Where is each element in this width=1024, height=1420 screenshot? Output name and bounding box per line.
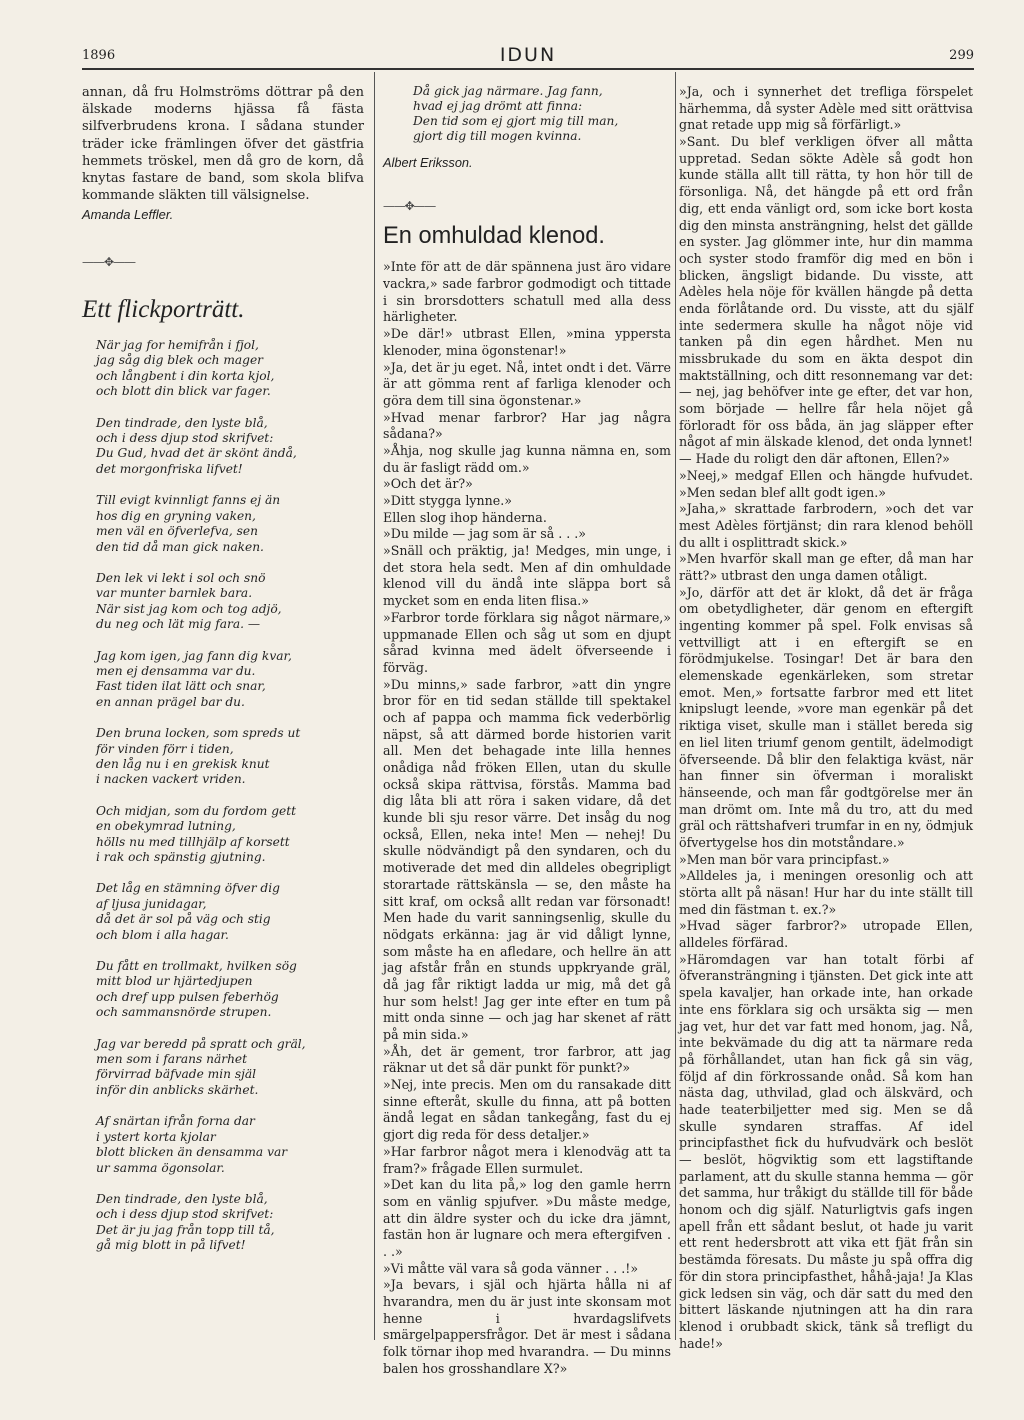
story-title: En omhuldad klenod. bbox=[383, 223, 605, 250]
poem-line: men väl en öfverlefva, sen bbox=[96, 524, 258, 539]
story-paragraph: Ellen slog ihop händerna. bbox=[383, 509, 547, 525]
poem-ending bbox=[383, 84, 671, 145]
poem-stanza bbox=[82, 649, 364, 711]
poem-line: för vinden förr i tiden, bbox=[96, 741, 234, 756]
poem-line: hos dig en gryning vaken, bbox=[96, 508, 256, 523]
poem-line: Då gick jag närmare. Jag fann, bbox=[413, 84, 603, 98]
poem-line: det morgonfriska lifvet! bbox=[96, 461, 243, 476]
story-paragraph: »Och det är?» bbox=[383, 476, 473, 492]
poem-line: jag såg dig blek och mager bbox=[96, 353, 264, 368]
poem-line: i nacken vackert vriden. bbox=[96, 772, 246, 787]
poem-stanza bbox=[82, 726, 364, 788]
story-paragraph: »Farbror torde förklara sig något närmare,» uppmanade Ellen och såg ut som en djupt sårad kvinna med ädelt öfverseende i förväg. bbox=[383, 609, 671, 675]
poem-line: då det är sol på väg och stig bbox=[96, 912, 271, 927]
story-paragraph: »Jo, därför att det är klokt, då det är fråga om obetydligheter, där genom en eftergift ingenting kommer på spel. Folk envisas så vettvilligt att i en eftergift se en förödmjukelse. Tosingar! Det är bara den elemenskade egenkärleken, som stretar emot. Men,» fortsatte farbror med ett litet knipslugt leende, »vore man egenkär på det riktiga viset, skulle man i stället bereda sig en liel liten triumf genom gentilt, ädelmodigt öfverseende. Då blir den felaktiga kväst, när han finner sin öfverman i moraliskt hänseende, och man får godtgörelse mer än man drömt om. Inte må du tro, att du med gräl och rättshafveri trumfar in en ny, ödmjuk öfvertygelse hos din motståndare.» bbox=[679, 584, 973, 850]
poem-stanza bbox=[82, 959, 364, 1021]
story-paragraph: »Nej, inte precis. Men om du ransakade ditt sinne efteråt, skulle du finna, att på botten ändå legat en sådan tankegång, fast du ej gjort dig reda för dess detaljer.» bbox=[383, 1077, 671, 1143]
poem-line: af ljusa junidagar, bbox=[96, 896, 207, 911]
header-page-number: 299 bbox=[949, 48, 974, 63]
story-paragraph: »Ditt stygga lynne.» bbox=[383, 493, 512, 508]
story-paragraph: »Hvad säger farbror?» utropade Ellen, alldeles förfärad. bbox=[679, 918, 973, 951]
poem-line: den låg nu i en grekisk knut bbox=[96, 756, 270, 771]
poem-stanza bbox=[82, 338, 364, 400]
poem-line: men som i farans närhet bbox=[96, 1052, 248, 1067]
story-paragraph: »Du milde — jag som är så . . .» bbox=[383, 526, 586, 542]
poem-stanzas bbox=[82, 338, 364, 1254]
poem-line: förvirrad bäfvade min själ bbox=[96, 1067, 257, 1082]
poem-line: Och midjan, som du fordom gett bbox=[96, 803, 297, 818]
poem-line: Det låg en stämning öfver dig bbox=[96, 881, 280, 896]
poem-line: och blom i alla hagar. bbox=[96, 927, 229, 942]
poem-line: ur samma ögonsolar. bbox=[96, 1160, 225, 1175]
poem-stanza bbox=[82, 1037, 364, 1099]
story-paragraph: »Sant. Du blef verkligen öfver all måtta uppretad. Sedan sökte Adèle så godt hon kunde ställa allt till rätta, ty hon hör till de försonliga. Nå, det hängde på ett ord från dig, ett enda vänligt ord, som icke bort kosta dig den minsta ansträngning, helst det gällde en syster. Jag glömmer inte, hur din mamma och syster stodo framför dig med en bön i blicken, ängsligt bidande. Du visste, att Adèles hela nöje för kvällen hängde på detta enda förlåtande ord. Du visste, att du själf inte sedermera skulle ha något nöje vid tanken på din egen hårdhet. Men nu missbrukade du som en äkta despot din maktställning, och ditt resonnemang var det: — nej, jag behöfver inte ge efter, det var hon, som började — hellre får hela nöjet gå förloradt för oss båda, än jag släpper efter något af min älskade klenod, det onda lynnet! — Hade du roligt den där aftonen, Ellen?» bbox=[679, 134, 973, 467]
poem-line: Fast tiden ilat lätt och snar, bbox=[96, 679, 266, 694]
poem-line: och sammansnörde strupen. bbox=[96, 1005, 272, 1020]
column-divider-2 bbox=[675, 72, 676, 1340]
poem-line: i ystert korta kjolar bbox=[96, 1129, 216, 1144]
poem-line: När jag for hemifrån i fjol, bbox=[96, 338, 259, 353]
poem-line: Jag kom igen, jag fann dig kvar, bbox=[96, 648, 292, 663]
poem-stanza bbox=[82, 493, 364, 555]
poem-stanza bbox=[82, 416, 364, 478]
story-paragraph: »Inte för att de där spännena just äro vidare vackra,» sade farbror godmodigt och tittade i sin brorsdotters schatull med alla dess härligheter. bbox=[383, 259, 671, 325]
poem-line: den tid då man gick naken. bbox=[96, 539, 264, 554]
story-paragraph: »Du minns,» sade farbror, »att din yngre bror för en tid sedan ställde till spektakel och af pappa och mamma fick vederbörlig näpst, så att därmed borde historien varit all. Men det behagade inte lilla hennes onådiga nåd fröken Ellen, utan du skulle också skipa rättvisa, förstås. Mamma bad dig låta bli att röra i saken vidare, då det kunde bli sju resor värre. Det insåg du nog också, Ellen, neka inte! Men — nehej! Du skulle nödvändigt på den syndaren, och du motiverade det med din alldeles obegripligt storartade rättskänsla — se, den måste ha sitt kraf, om också allt redan var försonadt! Men hade du varit sanningsenlig, skulle du nödgats erkänna: jag är vid dåligt lynne, som måste ha en afledare, och hellre än att jag afstår från en stunds uppkryande gräl, då jag får riktigt ladda ur mig, må det gå hur som helst! Jag ger inte efter en tum på mitt onda sinne — och jag har skenet af rätt på min sida.» bbox=[383, 676, 671, 1042]
poem-line: mitt blod ur hjärtedjupen bbox=[96, 974, 253, 989]
column-1 bbox=[82, 84, 364, 1270]
story-paragraph: »Vi måtte väl vara så goda vänner . . .!» bbox=[383, 1260, 639, 1276]
poem-line: Du Gud, hvad det är skönt ändå, bbox=[96, 446, 297, 461]
ornament-divider: ——✥—— bbox=[82, 254, 136, 269]
poem-line: inför din anblicks skärhet. bbox=[96, 1082, 259, 1097]
story-paragraph: »Jaha,» skrattade farbrodern, »och det var mest Adèles förtjänst; din rara klenod behöll du allt i osplittradt skick.» bbox=[679, 501, 973, 550]
story-paragraph: »Ja, det är ju eget. Nå, intet ondt i det. Värre är att gömma rent af farliga klenoder och göra dem till sina ögonstenar.» bbox=[383, 359, 671, 408]
story-paragraph: »Åh, det är gement, tror farbror, att jag räknar ut det så där punkt för punkt?» bbox=[383, 1043, 671, 1076]
poem-stanza bbox=[82, 804, 364, 866]
poem-title: Ett flickporträtt. bbox=[82, 295, 245, 323]
poem-line: Af snärtan ifrån forna dar bbox=[96, 1114, 255, 1129]
intro-signature: Amanda Leffler. bbox=[82, 207, 174, 223]
poem-line: och långbent i din korta kjol, bbox=[96, 368, 275, 383]
story-body bbox=[383, 259, 671, 1377]
story-paragraph: »Snäll och präktig, ja! Medges, min unge, i det stora hela sedt. Men af din omhuldade klenod vill du ändå inte släppa bort så mycket som en enda liten flisa.» bbox=[383, 543, 671, 609]
poem-line: och blott din blick var fager. bbox=[96, 384, 271, 399]
poem-line: Du fått en trollmakt, hvilken sög bbox=[96, 959, 297, 974]
story-paragraph: »De där!» utbrast Ellen, »mina yppersta klenoder, mina ögonstenar!» bbox=[383, 326, 671, 358]
story-paragraph: »Men man bör vara principfast.» bbox=[679, 851, 890, 867]
story-paragraph: »Ja, och i synnerhet det trefliga förspelet härhemma, då syster Adèle med sitt orättvisa gnat retade upp mig så förfärligt.» bbox=[679, 84, 973, 133]
poem-line: i rak och spänstig gjutning. bbox=[96, 850, 266, 864]
poem-line: var munter barnlek bara. bbox=[96, 586, 253, 601]
poem-signature: Albert Eriksson. bbox=[383, 154, 473, 170]
story-paragraph: »Alldeles ja, i meningen oresonlig och att störta allt på näsan! Hur har du inte ställt till med din fästman t. ex.?» bbox=[679, 868, 973, 917]
header-year: 1896 bbox=[82, 48, 116, 63]
poem-line: och i dess djup stod skrifvet: bbox=[96, 431, 274, 446]
story-paragraph: »Det kan du lita på,» log den gamle herrn som en vänlig spjufver. »Du måste medge, att din äldre syster och du icke dra jämnt, fastän hon är lugnare och mera eftergifven . . .» bbox=[383, 1177, 671, 1259]
poem-stanza bbox=[82, 571, 364, 633]
column-3 bbox=[679, 84, 973, 1352]
poem-line: blott blicken än densamma var bbox=[96, 1145, 288, 1160]
poem-stanza bbox=[82, 881, 364, 943]
poem-line: en obekymrad lutning, bbox=[96, 819, 236, 834]
story-paragraph: »Åhja, nog skulle jag kunna nämna en, som du är fasligt rädd om.» bbox=[383, 442, 671, 475]
poem-line: Den tindrade, den lyste blå, bbox=[96, 1191, 268, 1206]
poem-line: du neg och lät mig fara. — bbox=[96, 617, 261, 632]
story-paragraph: »Häromdagen var han totalt förbi af öfveransträngning i tjänsten. Det gick inte att spela kavaljer, han orkade inte, han orkade inte ens förklara sig och ursäkta sig — men jag vet, hur det var fatt med honom, jag. Nå, inte bekvämade du dig att ta närmare reda på förhållandet, utan han fick gå sin väg, följd af din förkrossande onåd. Så kom han nästa dag, uthvilad, glad och älskvärd, och hade teaterbiljetter med sig. Men se då skulle syndaren straffas. Af idel principfasthet fick du hufvudvärk och beslöt — beslöt, högviktig som ett lagstiftande parlament, att du skulle stanna hemma — gör det samma, hur tråkigt du ställde till för både honom och dig själf. Naturligtvis gafs ingen apell från ett sådant beslut, ot hade ju varit ett rent hedersbrott att vika ett fjät från sin bestämda föresats. Du måste ju spå offra dig för din stora principfasthet, håhå-jaja! Ja Klas gick ledsen sin väg, och där satt du med den bittert läskande njutningen att ha din rara klenod i orubbadt skick, tänk så trefligt du hade!» bbox=[679, 951, 973, 1351]
column-divider-1 bbox=[374, 72, 375, 1340]
poem-line: och dref upp pulsen feberhög bbox=[96, 989, 279, 1004]
poem-line: Den tindrade, den lyste blå, bbox=[96, 415, 268, 430]
header-rule bbox=[82, 68, 974, 70]
story-paragraph: »Hvad menar farbror? Har jag några sådana?» bbox=[383, 409, 671, 442]
ornament-divider: ——✥—— bbox=[383, 198, 436, 213]
column-2 bbox=[383, 84, 671, 1377]
poem-line: men ej densamma var du. bbox=[96, 663, 256, 678]
poem-line: Jag var beredd på spratt och gräl, bbox=[96, 1036, 306, 1051]
story-paragraph: »Ja bevars, i själ och hjärta hålla ni af hvarandra, men du är just inte skonsam mot henne i hvardagslifvets smärgelpappersfrågor. Det är mest i sådana folk törnar ihop med hvarandra. — Du minns balen hos grosshandlare X?» bbox=[383, 1277, 671, 1376]
story-paragraph: »Neej,» medgaf Ellen och hängde hufvudet. »Men sedan blef allt godt igen.» bbox=[679, 467, 973, 500]
poem-line: Den bruna locken, som spreds ut bbox=[96, 726, 301, 741]
poem-line: gå mig blott in på lifvet! bbox=[96, 1238, 246, 1253]
poem-stanza bbox=[82, 1114, 364, 1176]
poem-line: en annan prägel bar du. bbox=[96, 694, 245, 709]
poem-line: hölls nu med tillhjälp af korsett bbox=[96, 834, 290, 849]
poem-line: När sist jag kom och tog adjö, bbox=[96, 601, 282, 616]
intro-paragraph: annan, då fru Holmströms döttrar på den älskade moderns hjässa få fästa silfverbrudens krona. I sådana stunder träder icke främlingen öfver det gästfria hemmets tröskel, men då gro de korn, då knytas fastare de band, som skola blifva kommande släkten till välsignelse. bbox=[82, 85, 364, 204]
poem-line: Den lek vi lekt i sol och snö bbox=[96, 570, 266, 585]
story-continued bbox=[679, 84, 973, 1352]
poem-line: Det är ju jag från topp till tå, bbox=[96, 1222, 275, 1237]
poem-line: gjort dig till mogen kvinna. bbox=[413, 129, 582, 144]
poem-line: Den tid som ej gjort mig till man, bbox=[413, 114, 619, 129]
story-paragraph: »Har farbror något mera i klenodväg att ta fram?» frågade Ellen surmulet. bbox=[383, 1143, 671, 1176]
header-title: IDUN bbox=[499, 44, 557, 66]
poem-stanza bbox=[82, 1192, 364, 1254]
poem-line: hvad ej jag drömt att finna: bbox=[413, 99, 583, 114]
poem-line: och i dess djup stod skrifvet: bbox=[96, 1207, 274, 1222]
story-paragraph: »Men hvarför skall man ge efter, då man har rätt?» utbrast den unga damen otåligt. bbox=[679, 551, 973, 583]
poem-line: Till evigt kvinnligt fanns ej än bbox=[96, 493, 281, 508]
